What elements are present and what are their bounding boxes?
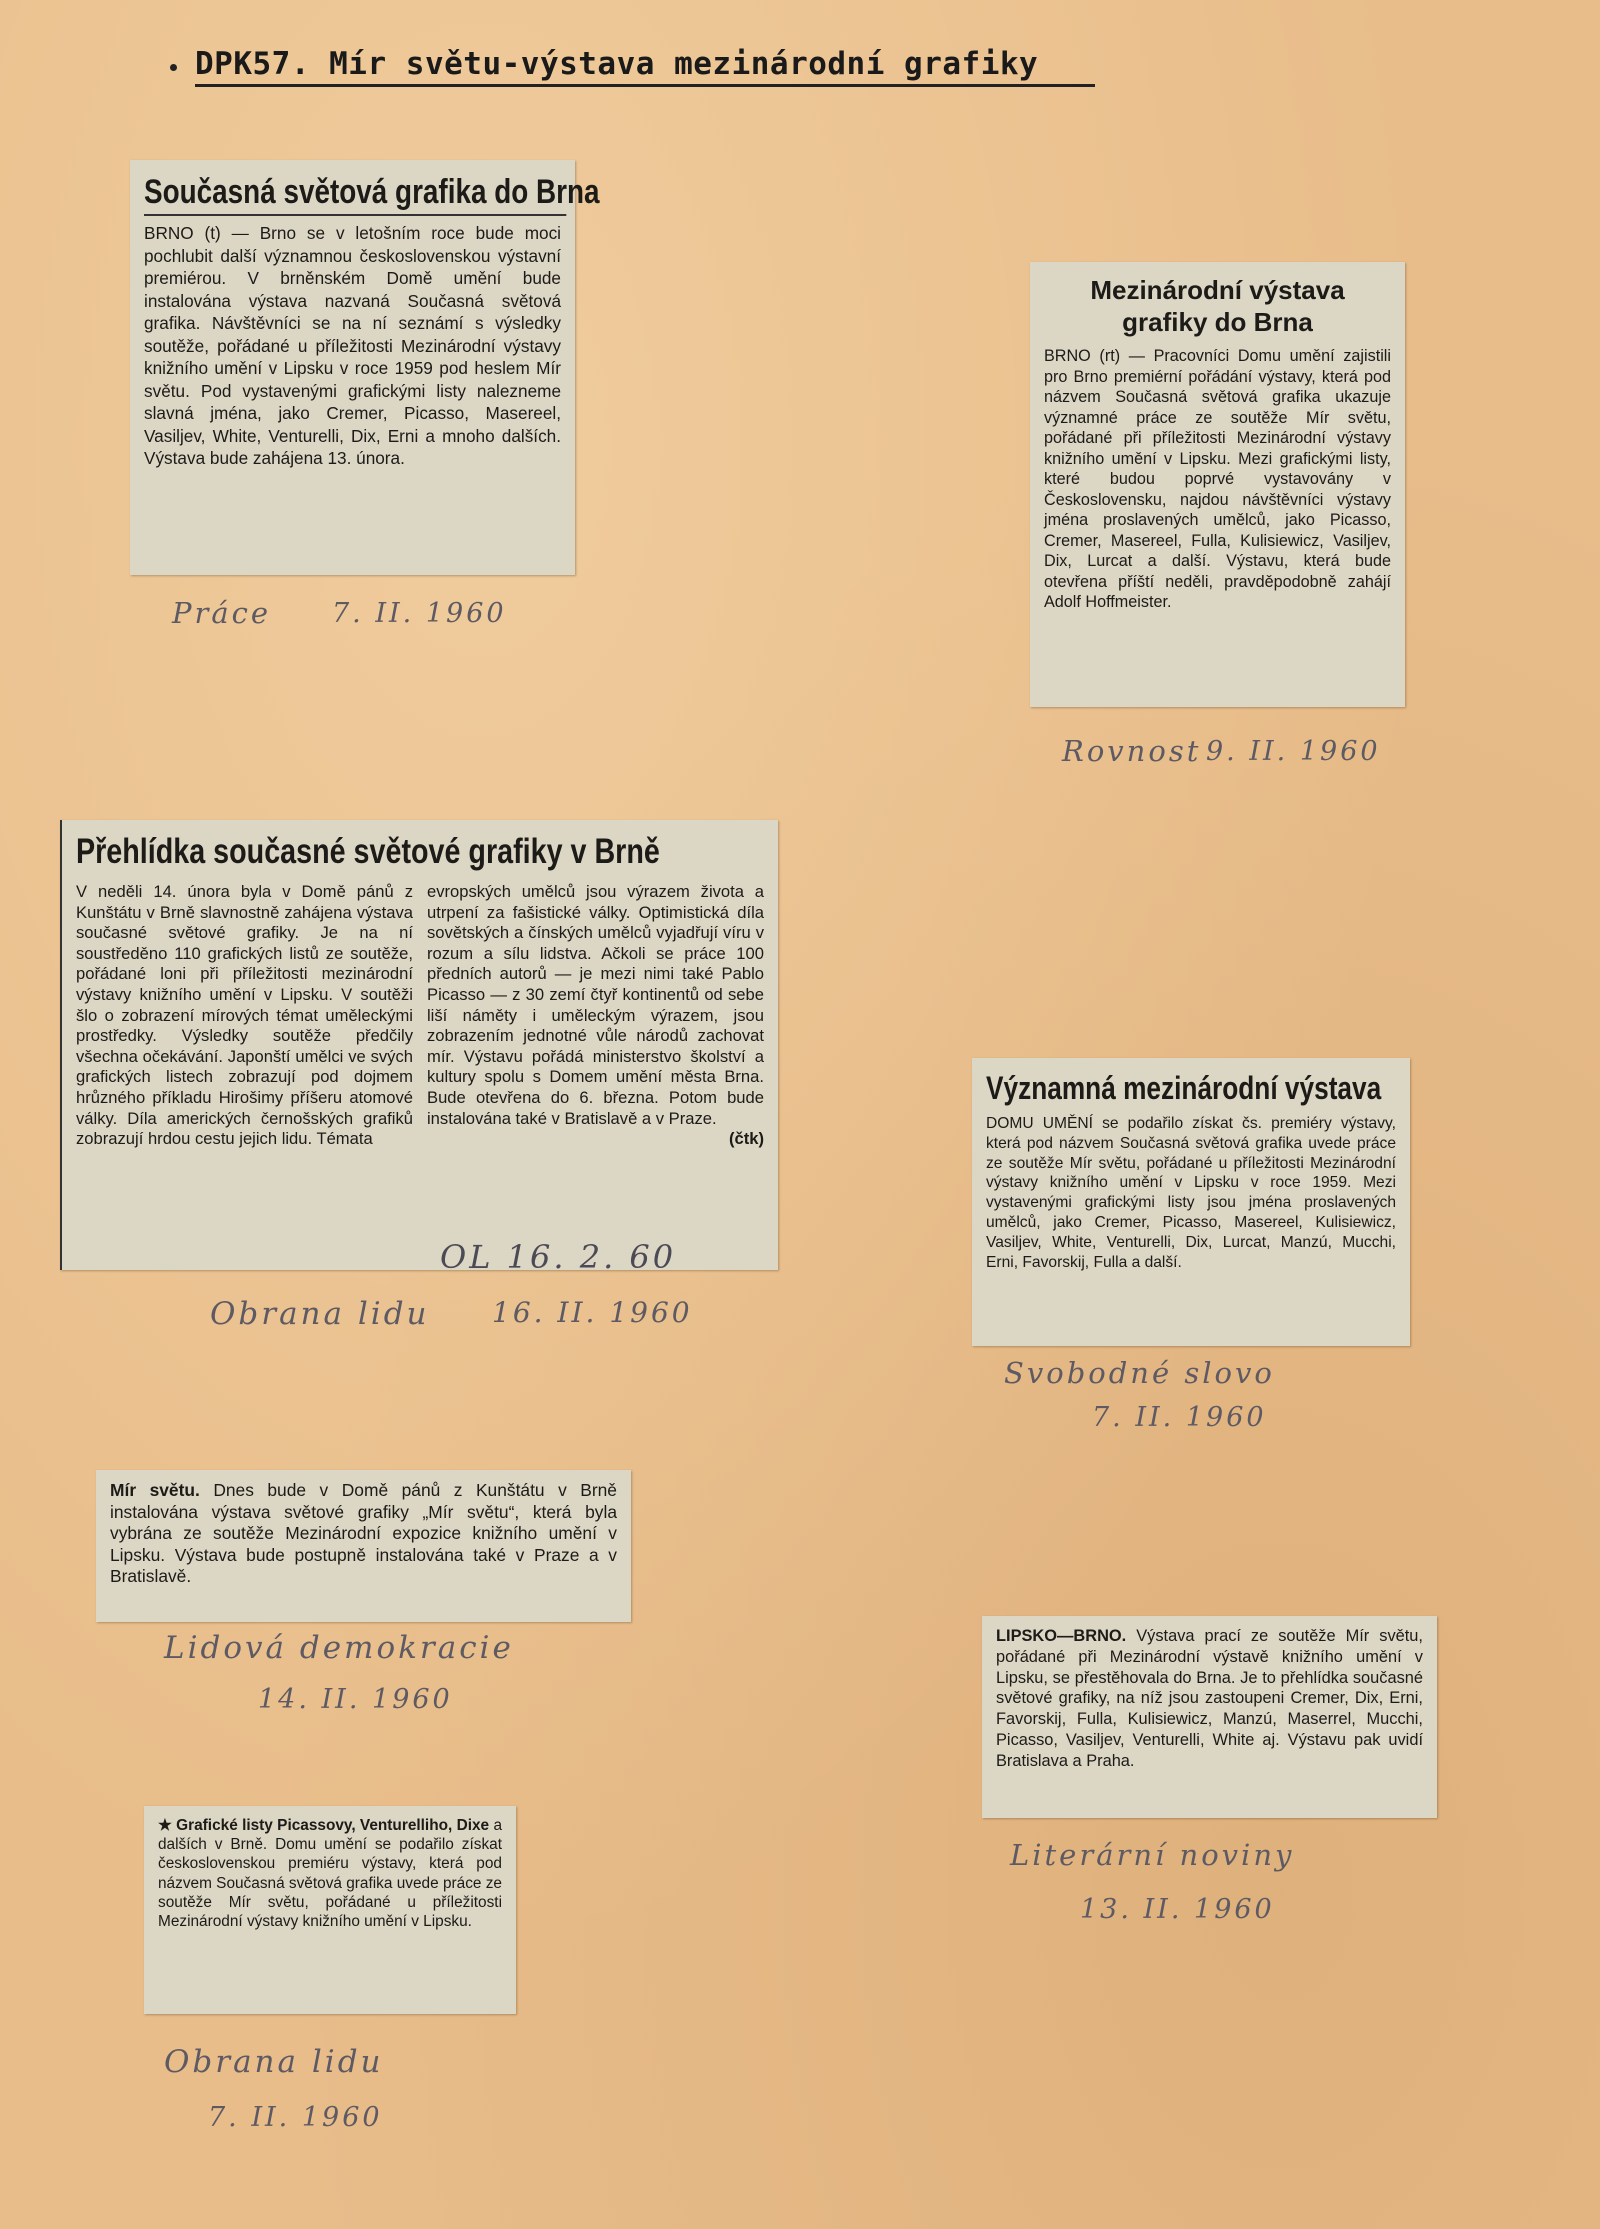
- handwritten-date: 7. II. 1960: [208, 2102, 383, 2133]
- lead-words: ★ Grafické listy Picassovy, Venturelliho, Dixe: [158, 1817, 490, 1834]
- article-body: Dnes bude v Domě pánů z Kunštátu v Brně instalována výstava světové grafiky „Mír světu“, která byla vybrána ze soutěže Mezinárodní expozice knižního umění v Lipsku. Výstava bude postupně instalována také v Praze a v Bratislavě.: [110, 1480, 617, 1586]
- title-bullet: [170, 64, 177, 71]
- handwritten-source: Lidová demokracie: [164, 1630, 514, 1666]
- lead-words: Mír světu.: [110, 1480, 200, 1500]
- handwritten-source: Obrana lidu: [164, 2044, 384, 2080]
- clipping-rovnost: [1030, 262, 1405, 707]
- article-body: BRNO (t) — Brno se v letošním roce bude moci pochlubit další významnou československou výstavní premiérou. V brněnském Domě umění bude instalována výstava nazvaná Současná světová grafika. Návštěvníci se na ní seznámí s výsledky soutěže, pořádané u příležitosti Mezinárodní výstavy knižního umění v Lipsku v roce 1959 pod heslem Mír světu. Pod vystavenými grafickými listy nalezneme slavná jména, jako Cremer, Picasso, Masereel, Vasiljev, White, Venturelli, Dix, Erni a mnoho dalších. Výstava bude zahájena 13. února.: [144, 223, 561, 468]
- handwritten-source: Svobodné slovo: [1004, 1356, 1275, 1390]
- headline: Současná světová grafika do Brna: [144, 170, 566, 216]
- handwritten-date: 16. II. 1960: [492, 1296, 693, 1329]
- article-body: DOMU UMĚNÍ se podařilo získat čs. premiéry výstavy, která pod názvem Současná světová grafika uvede práce ze soutěže Mír světu, pořádané u příležitosti Mezinárodní výstavy knižního umění v Lipsku v roce 1959. Mezi vystavenými grafickými listy jsou jména proslavených umělců, jako Cremer, Picasso, Masereel, Kulisiewicz, Vasiljev, White, Venturelli, Dix, Lurcat, Manzú, Mucchi, Erni, Favorskij, Fulla a další.: [986, 1115, 1396, 1271]
- article-body: BRNO (rt) — Pracovníci Domu umění zajistili pro Brno premiérní pořádání výstavy, která pod názvem Současná světová grafika ukazuje významné práce ze soutěže Mír světu, pořádané při příležitosti Mezinárodní výstavy knižního umění v Lipsku. Mezi grafickými listy, které budou poprvé vystavovány v Československu, najdou návštěvníci výstavy jména proslavených umělců, jako Picasso, Cremer, Masereel, Fulla, Kulisiewicz, Vasiljev, Dix, Lurcat a další. Výstavu, která bude otevřena příští neděli, pravděpodobně zahájí Adolf Hoffmeister.: [1044, 347, 1391, 611]
- handwritten-date: 7. II. 1960: [1092, 1402, 1267, 1433]
- handwritten-source: Obrana lidu: [210, 1296, 430, 1332]
- headline: Významná mezinárodní výstava: [986, 1070, 1382, 1106]
- lead-words: LIPSKO—BRNO.: [996, 1627, 1127, 1645]
- clipping-obrana-lidu-2: [144, 1806, 516, 2014]
- clipping-lidova-demokracie: [96, 1470, 631, 1622]
- handwritten-source: Práce: [172, 596, 272, 630]
- handwritten-source: Rovnost: [1062, 734, 1202, 768]
- headline: Mezinárodní výstava grafiky do Brna: [1090, 275, 1345, 337]
- clipping-svobodne-slovo: [972, 1058, 1410, 1346]
- clipping-literarni-noviny: [982, 1616, 1437, 1818]
- sheet-title: DPK57. Mír světu-výstava mezinárodní grafiky: [195, 46, 1095, 87]
- pencil-date-note: OL 16. 2. 60: [440, 1238, 677, 1276]
- article-body: a dalších v Brně. Domu umění se podařilo získat československou premiéru výstavy, která pod názvem Současná světová grafika uvede práce ze soutěže Mír světu, pořádané u příležitosti Mezinárodní výstavy knižního umění v Lipsku.: [158, 1817, 503, 1931]
- clipping-prace: [130, 160, 600, 575]
- headline: Přehlídka současné světové grafiky v Brně: [76, 832, 660, 871]
- handwritten-date: 14. II. 1960: [258, 1684, 453, 1715]
- handwritten-date: 7. II. 1960: [332, 598, 507, 629]
- handwritten-date: 13. II. 1960: [1080, 1894, 1275, 1925]
- article-column-2: evropských umělců jsou výrazem života a utrpení za fašistické války. Optimistická díla sovětských a čínských umělců vyjadřují víru v rozum a sílu lidstva. Ačkoli se práce 100 předních autorů — je mezi nimi také Pablo Picasso — z 30 zemí čtyř kontinentů od sebe liší náměty i uměleckým výrazem, jsou zobrazením jednotné vůle národů zachovat mír. Výstavu pořádá ministerstvo školství a kultury spolu s Domem umění města Brna. Bude otevřena do 6. března. Potom bude instalována také v Bratislavě a v Praze.: [427, 882, 764, 1128]
- clipping-obrana-lidu-1: [60, 820, 778, 1270]
- agency-tag: (čtk): [728, 1129, 764, 1149]
- article-body: Výstava prací ze soutěže Mír světu, pořádané při Mezinárodní výstavě knižního umění v Lipsku, se přestěhovala do Brna. Je to přehlídka současné světové grafiky, na níž jsou zastoupeni Cremer, Dix, Erni, Favorskij, Fulla, Kulisiewicz, Manzú, Maserrel, Mucchi, Picasso, Vasiljev, Venturelli, White aj. Výstavu pak uvidí Bratislava a Praha.: [996, 1627, 1423, 1770]
- handwritten-source: Literární noviny: [1010, 1838, 1295, 1872]
- handwritten-date: 9. II. 1960: [1206, 736, 1381, 767]
- article-column-1: V neděli 14. února byla v Domě pánů z Kunštátu v Brně slavnostně zahájena výstava současné světové grafiky. Je na ní soustředěno 110 grafických listů ze soutěže, pořádané loni při příležitosti mezinárodní výstavy knižního umění v Lipsku. V soutěži šlo o zobrazení mírových témat uměleckými prostředky. Výsledky soutěže předčily všechna očekávání. Japonští umělci ve svých grafických listech zobrazují pod dojmem hrůzného příkladu Hirošimy příšeru atomové války. Díla amerických černošských grafiků zobrazují hrdou cestu jejich lidu. Témata: [76, 882, 413, 1149]
